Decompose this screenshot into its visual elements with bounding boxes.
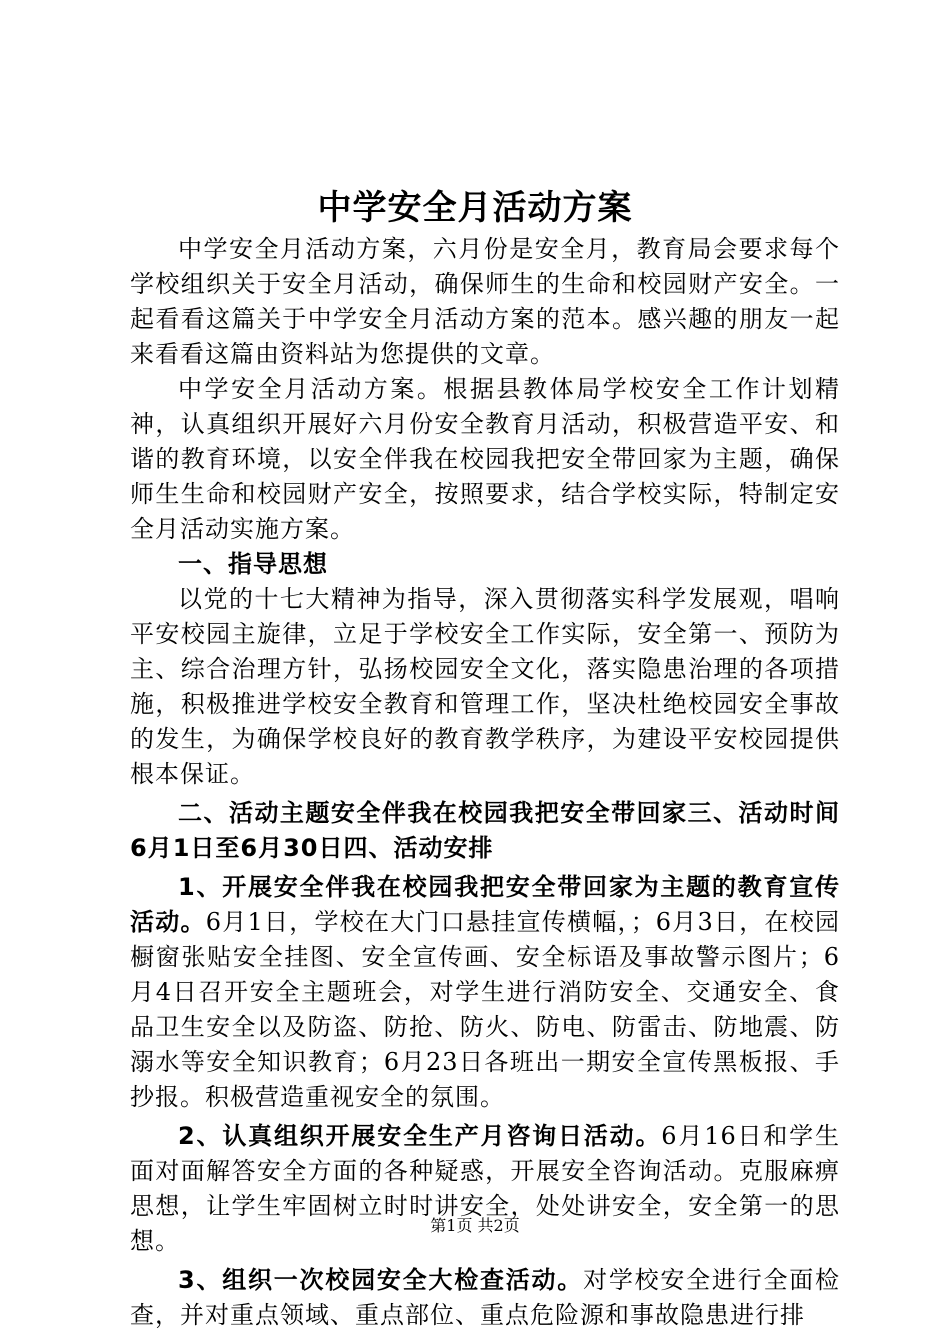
item-3-body: 对学校安全进行全面检查，并对重点领域、重点部位、重点危险源和事故隐患进行排 — [130, 1266, 841, 1329]
item-2-paragraph — [130, 1119, 840, 1259]
item-1-body: 6月1日，学校在大门口悬挂宣传横幅，；6月3日，在校园橱窗张贴安全挂图、安全宣传画、安全标语及事故警示图片；6月4日召开安全主题班会，对学生进行消防安全、交通安全、食品卫生安全以及防盗、防抢、防火、防电、防雷击、防地震、防溺水等安全知识教育；6月23日各班出一期安全宣传黑板报、手抄报。积极营造重视安全的氛围。 — [130, 908, 841, 1111]
document-body — [130, 232, 840, 1333]
item-3-lead: 3、组织一次校园安全大检查活动。 — [178, 1266, 584, 1294]
page-number-footer: 第1页 共2页 — [430, 1216, 520, 1235]
item-1-lead: 1、开展安全伴我在校园我把安全带回家为主题的教育宣传活动。 — [130, 873, 840, 936]
document-title: 中学安全月活动方案 — [317, 188, 633, 228]
section-2-heading: 二、活动主题安全伴我在校园我把安全带回家三、活动时间6月1日至6月30日四、活动安排 — [130, 799, 840, 862]
item-2-body: 6月16日和学生面对面解答安全方面的各种疑惑，开展安全咨询活动。克服麻痹思想，让学生牢固树立时时讲安全，处处讲安全，安全第一的思想。 — [130, 1122, 841, 1255]
item-2-lead: 2、认真组织开展安全生产月咨询日活动。 — [178, 1122, 662, 1150]
intro-paragraph: 中学安全月活动方案，六月份是安全月，教育局会要求每个学校组织关于安全月活动，确保师生的生命和校园财产安全。一起看看这篇关于中学安全月活动方案的范本。感兴趣的朋友一起来看看这篇由资料站为您提供的文章。 — [130, 235, 840, 368]
section-1-body: 以党的十七大精神为指导，深入贯彻落实科学发展观，唱响平安校园主旋律，立足于学校安全工作实际，安全第一、预防为主、综合治理方针，弘扬校园安全文化，落实隐患治理的各项措施，积极推进学校安全教育和管理工作，坚决杜绝校园安全事故的发生，为确保学校良好的教育教学秩序，为建设平安校园提供根本保证。 — [130, 585, 840, 788]
item-3-paragraph — [130, 1263, 840, 1333]
preface-paragraph: 中学安全月活动方案。根据县教体局学校安全工作计划精神，认真组织开展好六月份安全教育月活动，积极营造平安、和谐的教育环境，以安全伴我在校园我把安全带回家为主题，确保师生生命和校园财产安全，按照要求，结合学校实际，特制定安全月活动实施方案。 — [130, 375, 840, 543]
item-1-paragraph — [130, 870, 840, 1115]
section-1-heading: 一、指导思想 — [178, 550, 328, 578]
